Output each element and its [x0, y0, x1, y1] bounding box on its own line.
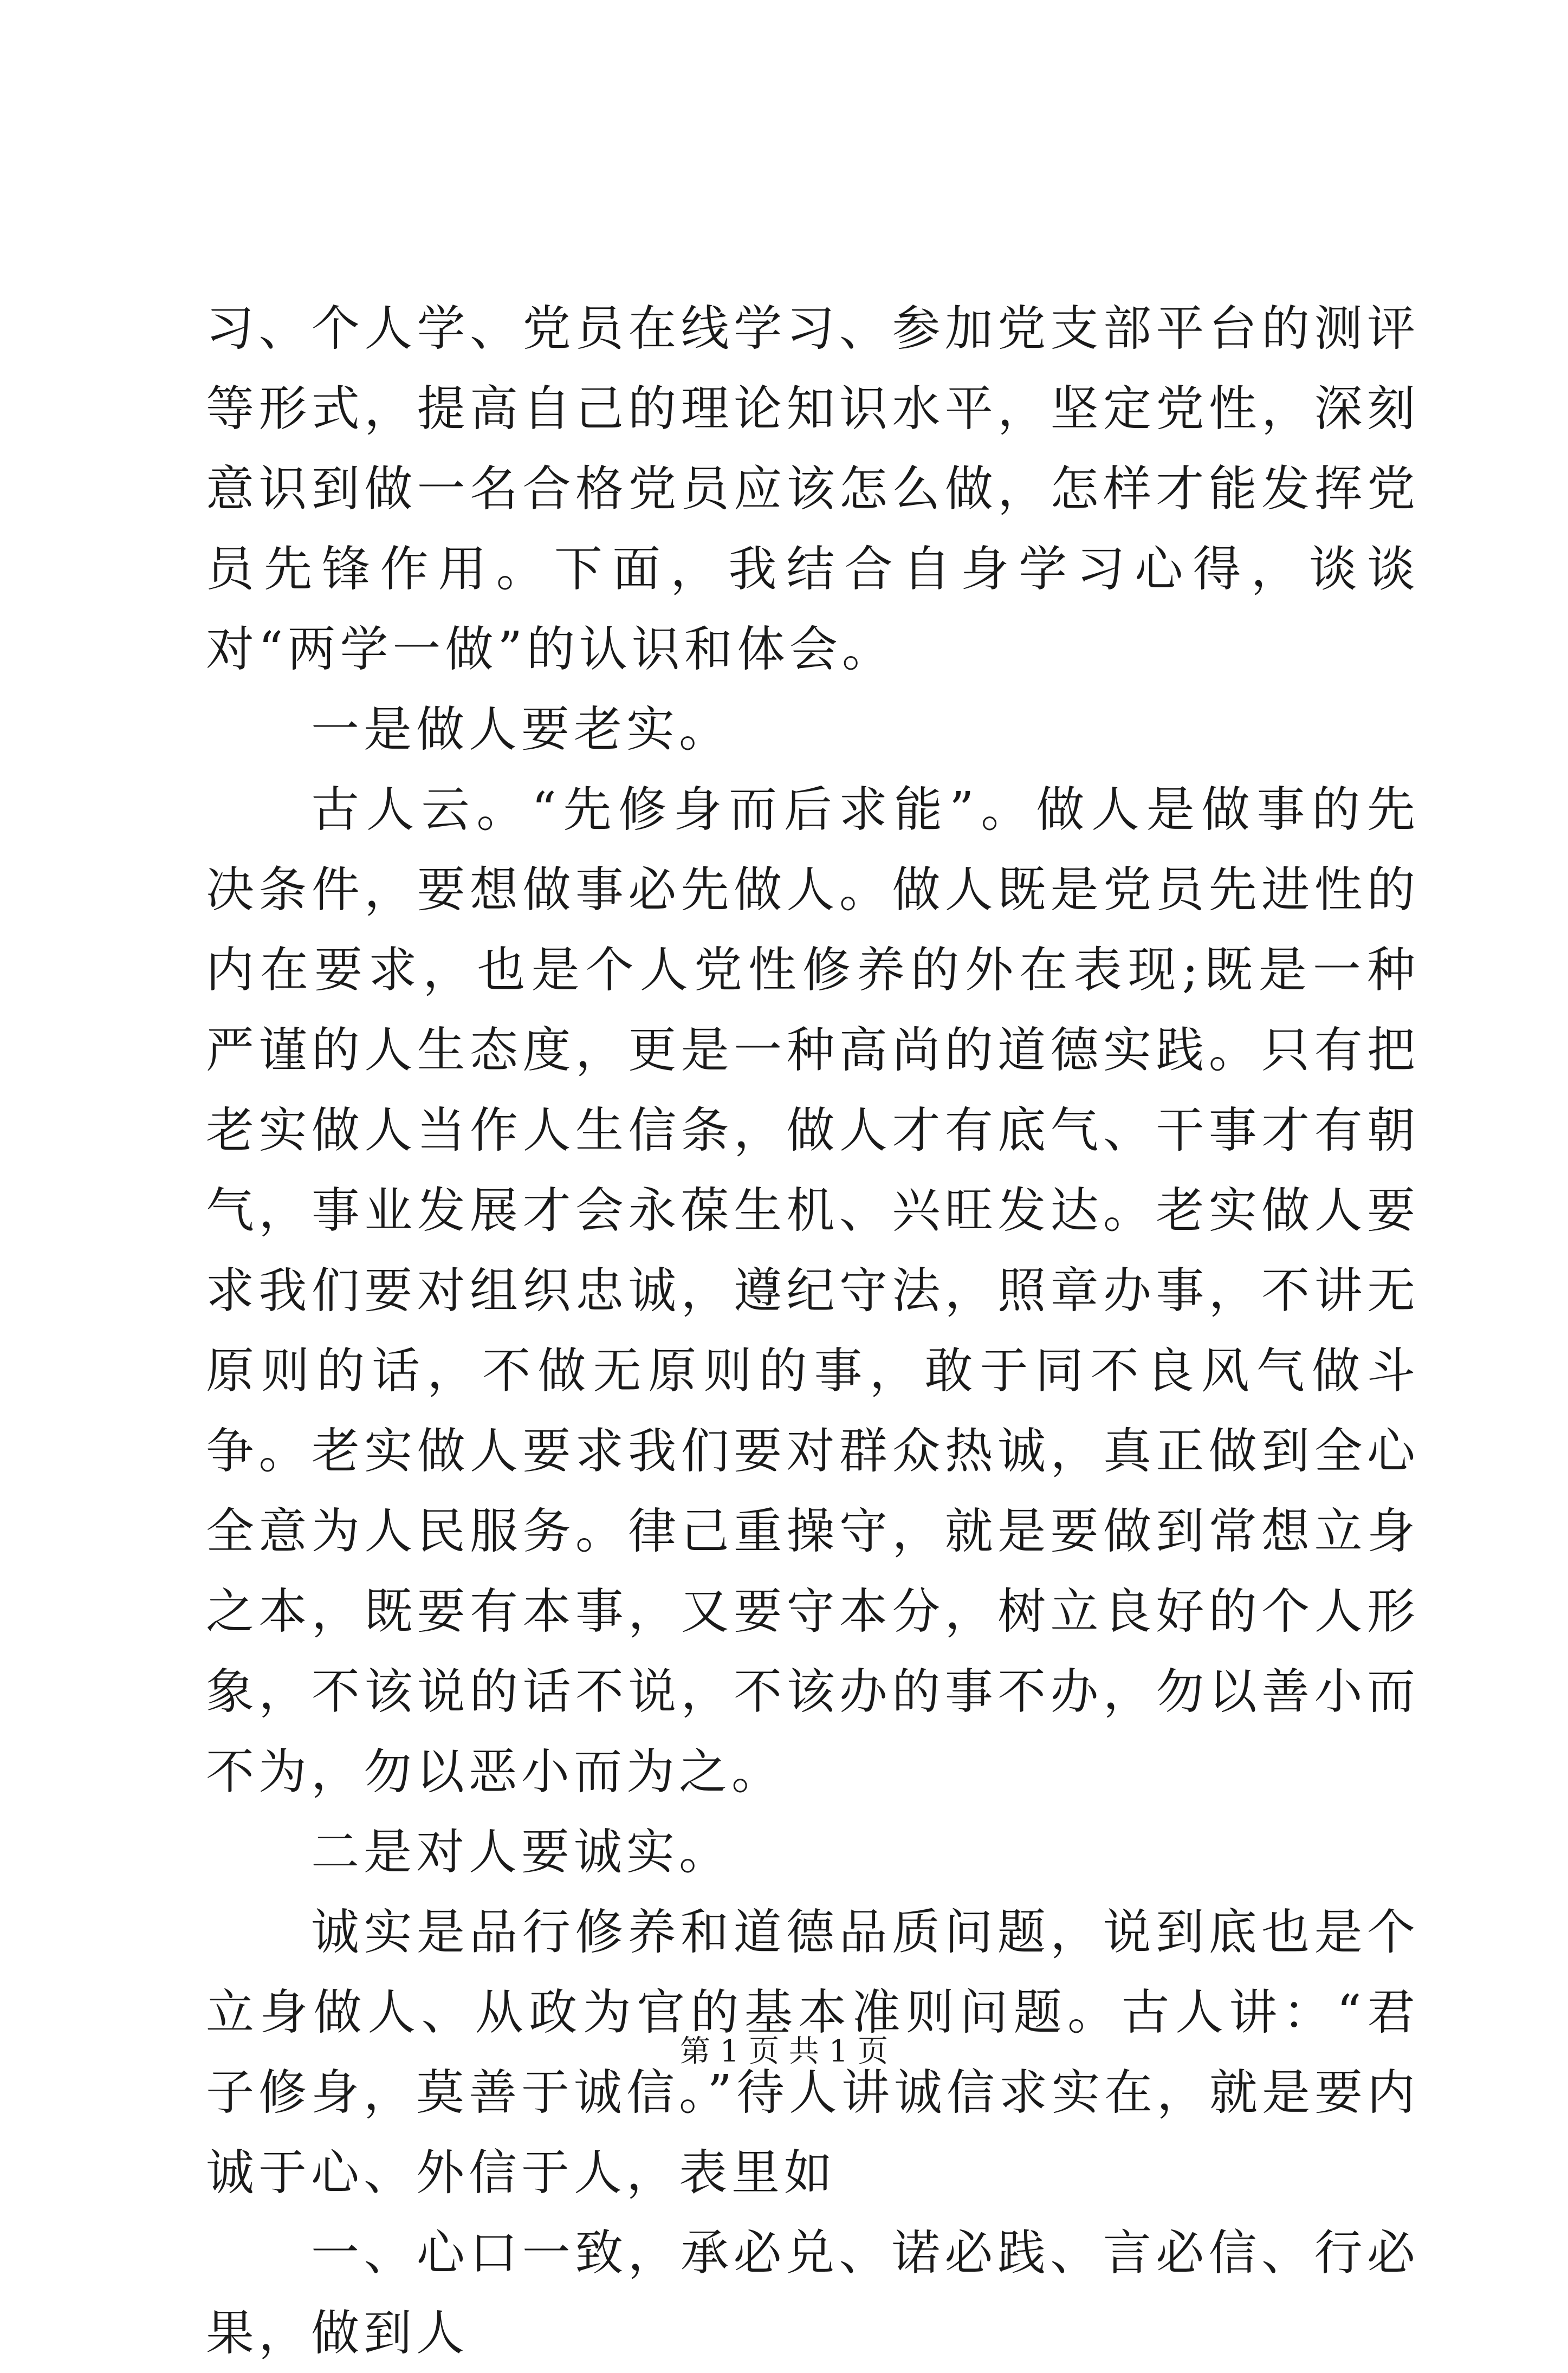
heading-point-two: 二是对人要诚实。 [311, 1824, 731, 1880]
paragraph-point-one: 古人云。“先修身而后求能”。做人是做事的先决条件，要想做事必先做人。做人既是党员先进性的内在要求，也是个人党性修养的外在表现;既是一种严谨的人生态度，更是一种高尚的道德实践。只有把老实做人当作人生信条，做人才有底气、干事才有朝气，事业发展才会永葆生机、兴旺发达。老实做人要求我们要对组织忠诚，遵纪守法，照章办事，不讲无原则的话，不做无原则的事，敢于同不良风气做斗争。老实做人要求我们要对群众热诚，真正做到全心全意为人民服务。律己重操守，就是要做到常想立身之本，既要有本事，又要守本分，树立良好的个人形象，不该说的话不说，不该办的事不办，勿以善小而不为，勿以恶小而为之。 [206, 781, 1420, 1800]
page-number-footer: 第 1 页 共 1 页 [679, 2034, 889, 2069]
paragraph-point-two-continued: 一、心口一致，承必兑、诺必践、言必信、行必果，做到人 [206, 2225, 1420, 2361]
heading-point-one: 一是做人要老实。 [311, 701, 731, 757]
paragraph-intro-continued: 习、个人学、党员在线学习、参加党支部平台的测评等形式，提高自己的理论知识水平，坚定党性，深刻意识到做一名合格党员应该怎么做，怎样才能发挥党员先锋作用。下面，我结合自身学习心得，谈谈对“两学一做”的认识和体会。 [206, 300, 1420, 677]
paragraph-point-two: 诚实是品行修养和道德品质问题，说到底也是个立身做人、从政为官的基本准则问题。古人讲：“君子修身，莫善于诚信。”待人讲诚信求实在，就是要内诚于心、外信于人，表里如 [206, 1904, 1420, 2201]
